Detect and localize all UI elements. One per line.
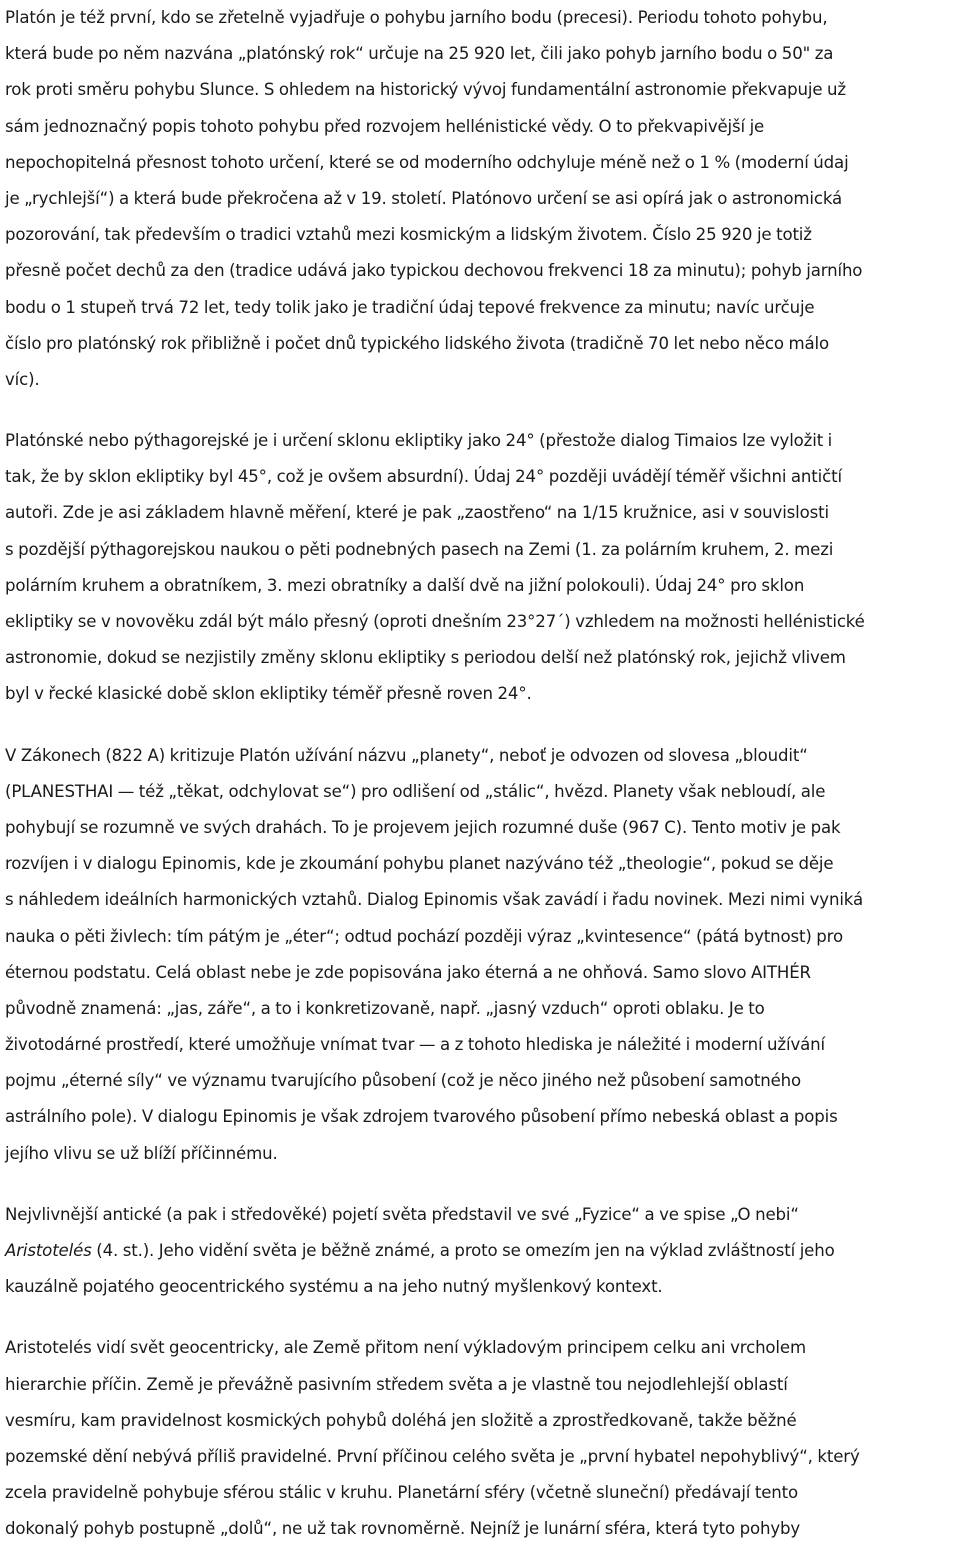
text-line: pozemské dění nebývá příliš pravidelné. První příčinou celého světa je „první hybatel nepohyblivý“, který (5, 1446, 860, 1466)
text-line: dokonalý pohyb postupně „dolů“, ne už tak rovnoměrně. Nejníž je lunární sféra, která tyto pohyby (5, 1519, 801, 1539)
paragraph-ecliptic (5, 423, 955, 713)
document-page (5, 0, 955, 1548)
text-line: je „rychlejší“) a která bude překročena až v 19. století. Platónovo určení se asi opírá jak o astronomická (5, 188, 843, 208)
text-line: V Zákonech (822 A) kritizuje Platón užívání názvu „planety“, neboť je odvozen od slovesa „bloudit“ (5, 745, 808, 765)
text-line: která bude po něm nazvána „platónský rok“ určuje na 25 920 let, čili jako pohyb jarního bodu o 50" za (5, 44, 834, 64)
text-line: původně znamená: „jas, záře“, a to i konkretizovaně, např. „jasný vzduch“ oproti oblaku. Je to (5, 998, 765, 1018)
text-line: vesmíru, kam pravidelnost kosmických pohybů doléhá jen složitě a zprostředkovaně, takže běžné (5, 1410, 797, 1430)
text-line: Platónské nebo pýthagorejské je i určení sklonu ekliptiky jako 24° (přestože dialog Timaios lze vyložit i (5, 431, 833, 451)
text-line: jejího vlivu se už blíží příčinnému. (5, 1143, 278, 1163)
text-line: Aristotelés vidí svět geocentricky, ale Země přitom není výkladovým principem celku ani vrcholem (5, 1338, 806, 1358)
text-line: polárním kruhem a obratníkem, 3. mezi obratníky a další dvě na jižní polokouli). Údaj 24° pro sklon (5, 575, 805, 595)
text-line: astronomie, dokud se nezjistily změny sklonu ekliptiky s periodou delší než platónský rok, jejichž vlivem (5, 648, 846, 668)
text-line: Platón je též první, kdo se zřetelně vyjadřuje o pohybu jarního bodu (precesi). Periodu tohoto pohybu, (5, 8, 828, 27)
paragraph-gap (5, 713, 955, 738)
text-line: zcela pravidelně pohybuje sférou stálic v kruhu. Planetární sféry (včetně sluneční) předávají tento (5, 1483, 799, 1503)
text-line (5, 1233, 955, 1269)
text-line: pohybují se rozumně ve svých drahách. To je projevem jejich rozumné duše (967 C). Tento motiv je pak (5, 817, 841, 837)
text-line: nepochopitelná přesnost tohoto určení, které se od moderního odchyluje méně než o 1 % (moderní údaj (5, 152, 849, 172)
text-line: éternou podstatu. Celá oblast nebe je zde popisována jako éterná a ne ohňová. Samo slovo AITHÉR (5, 962, 811, 982)
text-line: s náhledem ideálních harmonických vztahů. Dialog Epinomis však zavádí i řadu novinek. Mezi nimi vyniká (5, 890, 863, 910)
text-line: přesně počet dechů za den (tradice udává jako typickou dechovou frekvenci 18 za minutu); pohyb jarního (5, 261, 863, 281)
text-line: pojmu „éterné síly“ ve významu tvarujícího působení (což je něco jiného než působení samotného (5, 1071, 802, 1091)
text-line: bodu o 1 stupeň trvá 72 let, tedy tolik jako je tradiční údaj tepové frekvence za minutu; navíc určuje (5, 297, 815, 317)
author-name-italic: Aristotelés (5, 1241, 92, 1260)
paragraph-precession (5, 0, 955, 398)
text-line: astrálního pole). V dialogu Epinomis je však zdrojem tvarového působení přímo nebeská oblast a popis (5, 1107, 838, 1127)
text-line: rozvíjen i v dialogu Epinomis, kde je zkoumání pohybu planet nazýváno též „theologie“, pokud se děje (5, 854, 834, 874)
text-line: s pozdější pýthagorejskou naukou o pěti podnebných pasech na Zemi (1. za polárním kruhem, 2. mezi (5, 539, 834, 559)
paragraph-gap (5, 1172, 955, 1197)
text-line-rest: (4. st.). Jeho vidění světa je běžně známé, a proto se omezím jen na výklad zvláštností jeho (91, 1241, 835, 1260)
text-line: sám jednoznačný popis tohoto pohybu před rozvojem hellénistické vědy. O to překvapivější je (5, 116, 765, 136)
text-line: víc). (5, 369, 40, 389)
text-line: autoři. Zde je asi základem hlavně měření, které je pak „zaostřeno“ na 1/15 kružnice, asi v souvislosti (5, 503, 829, 523)
paragraph-gap (5, 1305, 955, 1330)
text-line: hierarchie příčin. Země je převážně pasivním středem světa a je vlastně tou nejodlehlejší oblastí (5, 1374, 788, 1394)
text-line: rok proti směru pohybu Slunce. S ohledem na historický vývoj fundamentální astronomie překvapuje už (5, 80, 846, 100)
text-line: byl v řecké klasické době sklon ekliptiky téměř přesně roven 24°. (5, 684, 532, 704)
text-line: (PLANESTHAI — též „těkat, odchylovat se“) pro odlišení od „stálic“, hvězd. Planety však nebloudí, ale (5, 781, 826, 801)
text-line: Nejvlivnější antické (a pak i středověké) pojetí světa představil ve své „Fyzice“ a ve spise „O nebi“ (5, 1204, 799, 1224)
paragraph-aristotle-geocentric (5, 1330, 955, 1547)
text-line: pozorování, tak především o tradici vztahů mezi kosmickým a lidským životem. Číslo 25 920 je totiž (5, 225, 812, 245)
paragraph-aristotle-intro (5, 1197, 955, 1306)
text-line: ekliptiky se v novověku zdál být málo přesný (oproti dnešním 23°27´) vzhledem na možnosti hellénistické (5, 612, 865, 631)
text-line: tak, že by sklon ekliptiky byl 45°, což je ovšem absurdní). Údaj 24° později uvádějí téměř všichni antičtí (5, 467, 842, 487)
text-line: kauzálně pojatého geocentrického systému a na jeho nutný myšlenkový kontext. (5, 1277, 663, 1297)
paragraph-gap (5, 398, 955, 423)
text-line: číslo pro platónský rok přibližně i počet dnů typického lidského života (tradičně 70 let nebo něco málo (5, 333, 829, 353)
text-line: nauka o pěti živlech: tím pátým je „éter“; odtud pochází později výraz „kvintesence“ (pátá bytnost) pro (5, 926, 843, 946)
paragraph-planets (5, 738, 955, 1172)
text-line: životodárné prostředí, které umožňuje vnímat tvar — a z tohoto hlediska je náležité i moderní užívání (5, 1035, 825, 1055)
